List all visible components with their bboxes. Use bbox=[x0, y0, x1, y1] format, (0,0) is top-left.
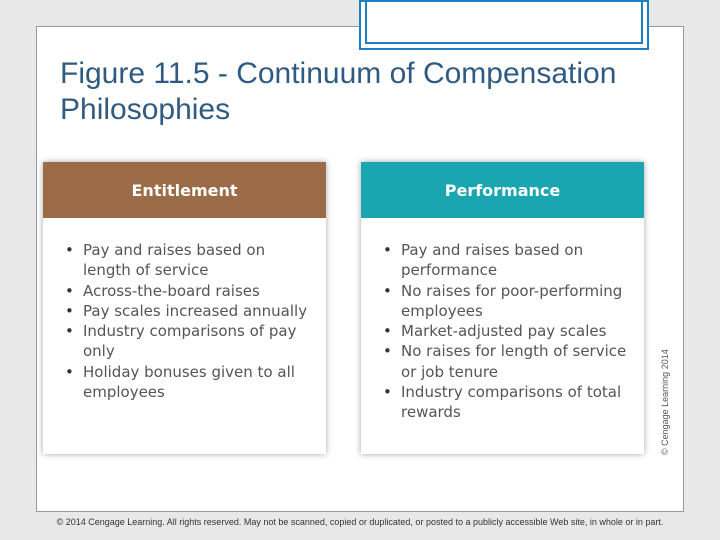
performance-panel bbox=[361, 162, 644, 454]
entitlement-panel bbox=[43, 162, 326, 454]
performance-item: • Pay and raises based on performance bbox=[383, 240, 634, 281]
slide-title: Figure 11.5 - Continuum of Compensation Philosophies bbox=[60, 57, 617, 126]
entitlement-item: • Holiday bonuses given to all employees bbox=[65, 362, 316, 403]
entitlement-heading: Entitlement bbox=[43, 162, 326, 218]
entitlement-list bbox=[43, 218, 326, 402]
performance-heading: Performance bbox=[361, 162, 644, 218]
decorative-top-box bbox=[359, 0, 649, 50]
entitlement-item: • Pay scales increased annually bbox=[65, 301, 316, 321]
decorative-top-box-inner bbox=[365, 2, 643, 44]
copyright-footer: © 2014 Cengage Learning. All rights reserved. May not be scanned, copied or duplicated, or posted to a publicly accessible Web site, in whole or in part. bbox=[56, 517, 664, 527]
performance-item: • No raises for length of service or job tenure bbox=[383, 341, 634, 382]
performance-item: • Industry comparisons of total rewards bbox=[383, 382, 634, 423]
performance-item: • No raises for poor-performing employees bbox=[383, 281, 634, 322]
performance-item: • Market-adjusted pay scales bbox=[383, 321, 634, 341]
copyright-credit: © Cengage Learning 2014 bbox=[660, 349, 670, 455]
performance-list bbox=[361, 218, 644, 423]
entitlement-item: • Across-the-board raises bbox=[65, 281, 316, 301]
entitlement-item: • Industry comparisons of pay only bbox=[65, 321, 316, 362]
entitlement-item: • Pay and raises based on length of service bbox=[65, 240, 316, 281]
